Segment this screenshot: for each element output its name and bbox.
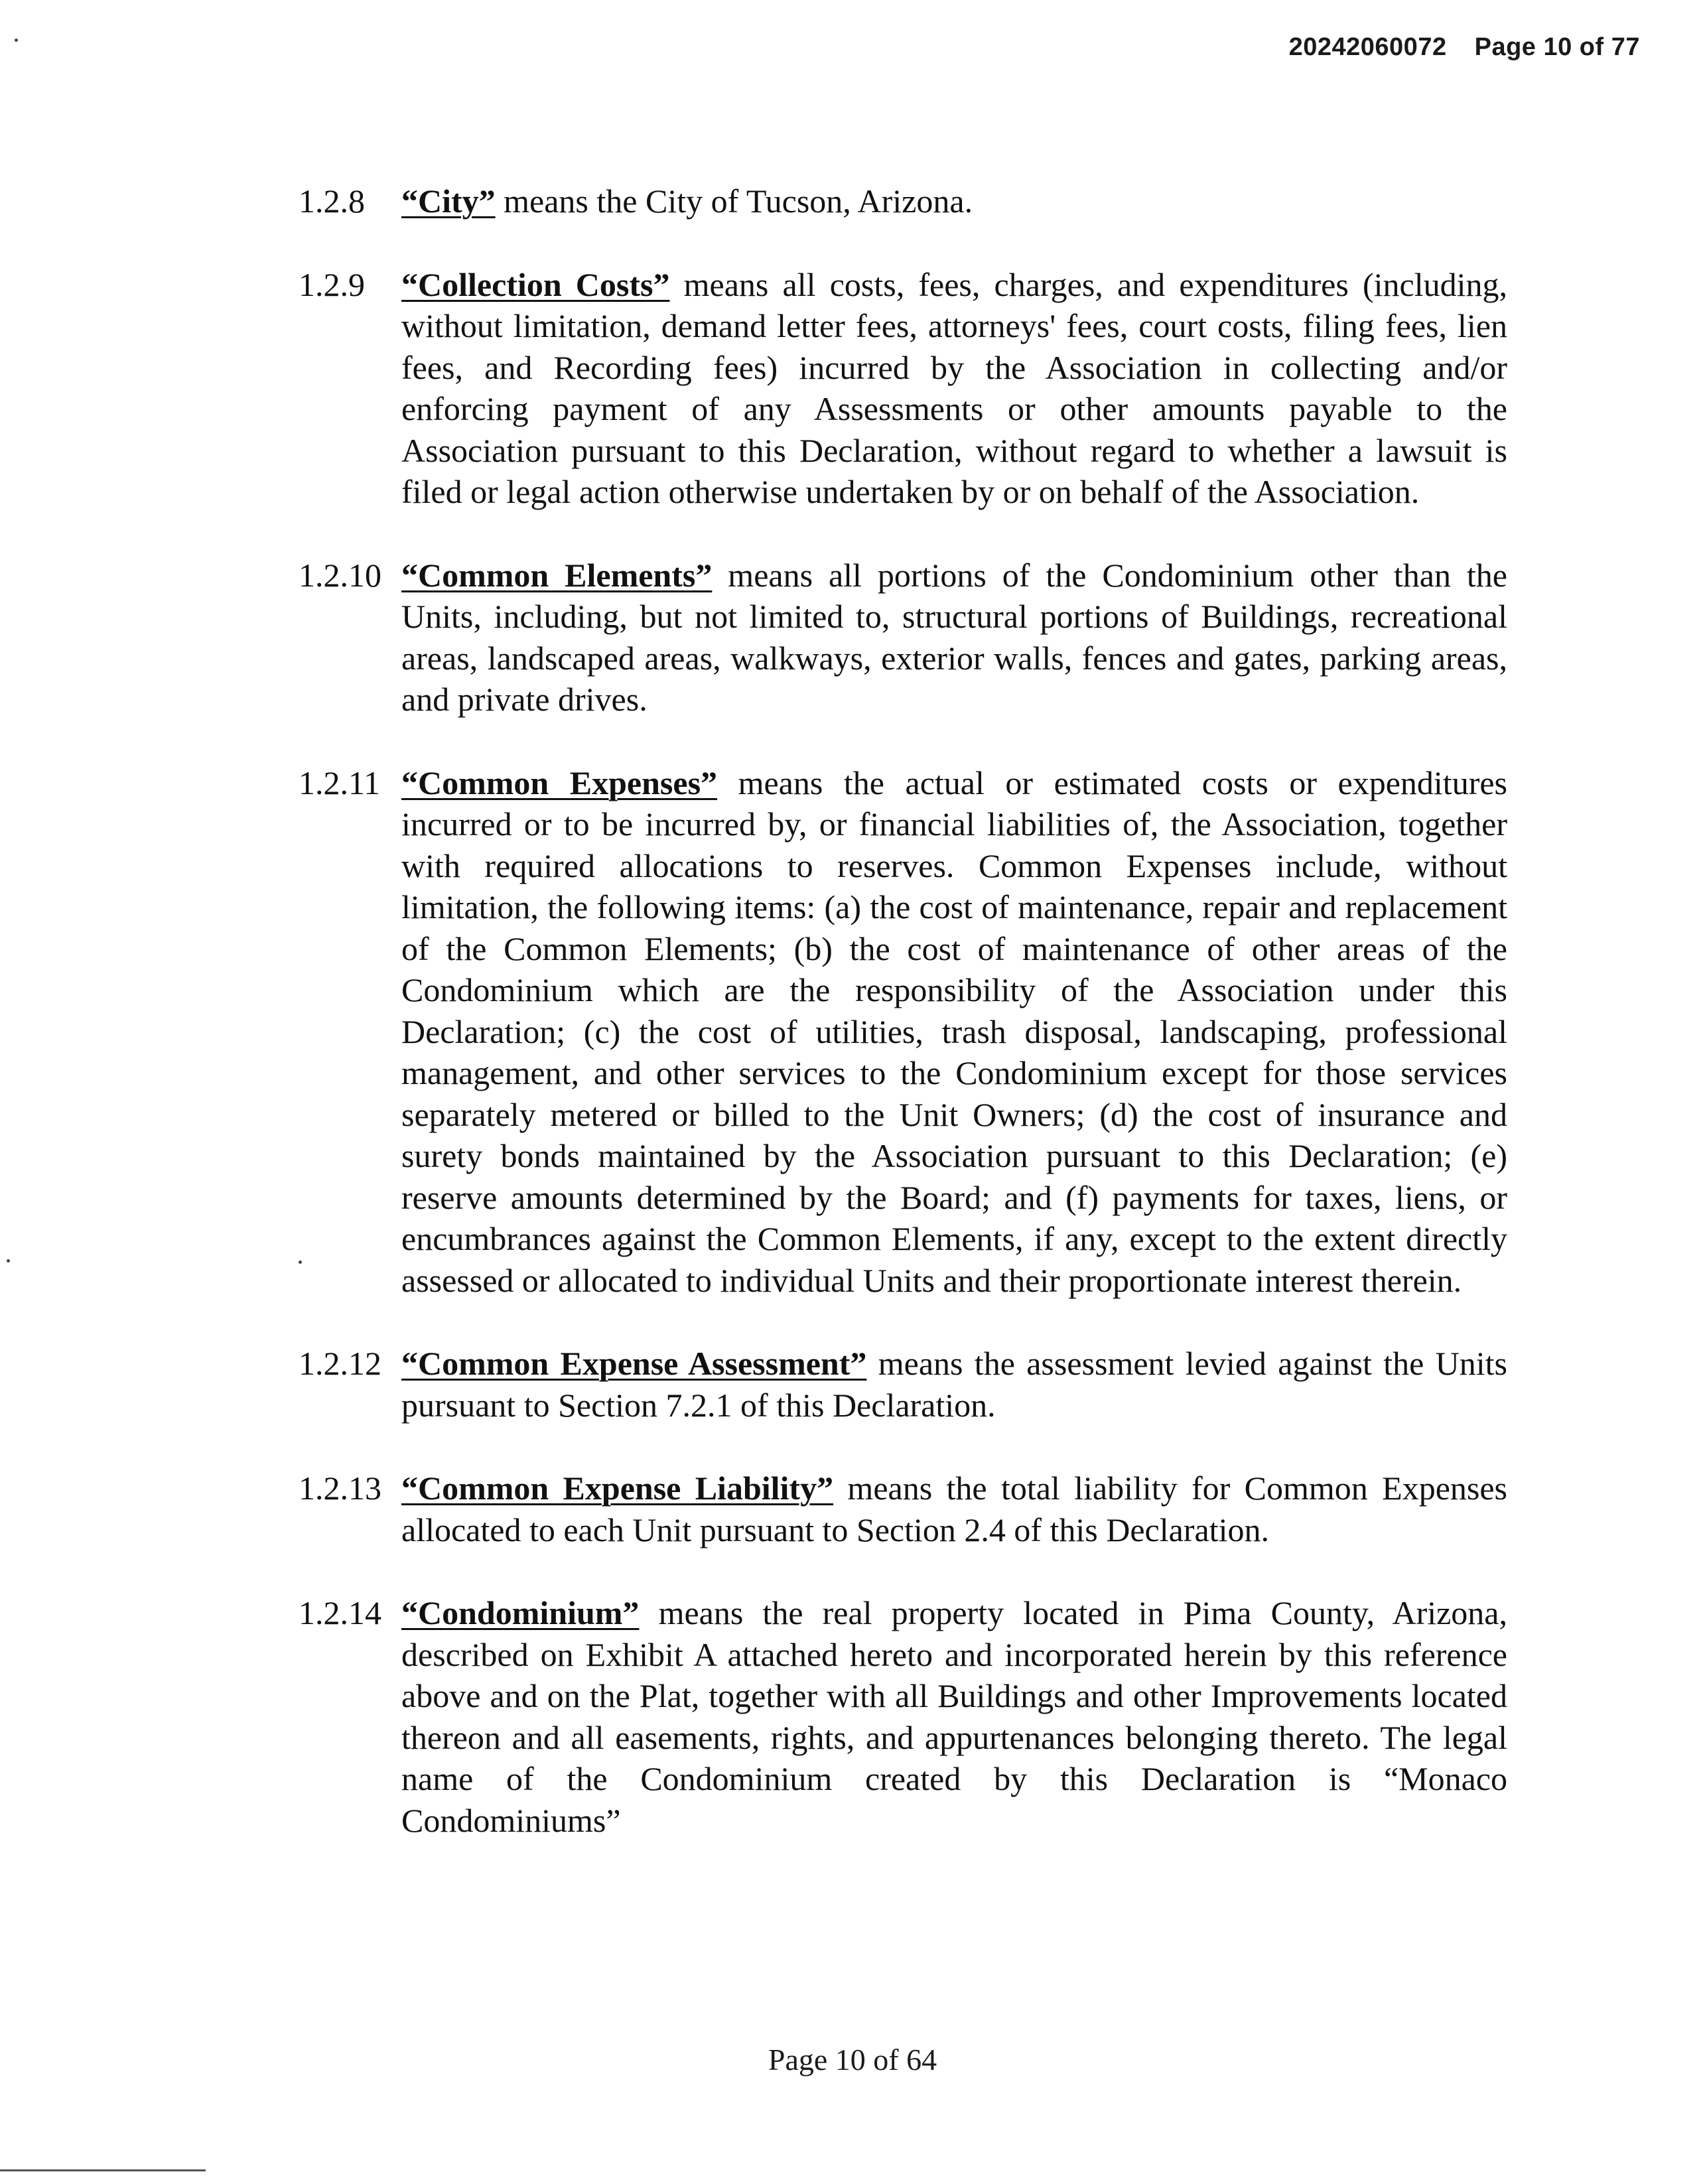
definition-term: “Common Expenses” — [401, 764, 718, 801]
scan-speck — [15, 38, 18, 42]
definition-text: means the City of Tucson, Arizona. — [495, 182, 973, 220]
definition-number: 1.2.10 — [299, 556, 381, 594]
definition-term: “Collection Costs” — [401, 265, 670, 303]
definition-term: “Common Expense Assessment” — [401, 1345, 867, 1382]
scan-speck — [299, 1261, 302, 1264]
definition-term: “Condominium” — [401, 1594, 640, 1631]
definition-term: “Common Expense Liability” — [401, 1469, 834, 1507]
definition-text: means the real property located in Pima County, Arizona, described on Exhibit A attached hereto and incorporated herein by this reference above and on the Plat, together with all Buildings and other Improvements located thereon and all easements, rights, and appurtenances belonging thereto. The legal name of the Condominium created by this Declaration is “Monaco Condominiums” — [401, 1594, 1507, 1839]
definition-1-2-11 — [299, 762, 1507, 1302]
definition-text: means all costs, fees, charges, and expenditures (including, without limitation, demand letter fees, attorneys' fees, court costs, filing fees, lien fees, and Recording fees) incurred by the Association in collecting and/or enforcing payment of any Assessments or other amounts payable to the Association pursuant to this Declaration, without regard to whether a lawsuit is filed or legal action otherwise undertaken by or on behalf of the Association. — [401, 265, 1507, 510]
definition-1-2-9 — [299, 264, 1507, 513]
definition-text: means the assessment levied against the Units pursuant to Section 7.2.1 of this Declaration. — [401, 1345, 1507, 1424]
definition-1-2-10 — [299, 555, 1507, 720]
scan-artifact-line — [0, 2169, 206, 2171]
definition-1-2-13 — [299, 1467, 1507, 1550]
recording-header — [1289, 33, 1640, 62]
definition-term: “Common Elements” — [401, 556, 713, 594]
recording-number: 20242060072 — [1288, 33, 1447, 61]
definitions-section — [299, 180, 1507, 1883]
definition-1-2-8 — [299, 180, 1507, 222]
definition-number: 1.2.9 — [299, 265, 365, 303]
scan-speck — [7, 1259, 10, 1263]
definition-text: means the total liability for Common Expenses allocated to each Unit pursuant to Section 2.4 of this Declaration. — [401, 1469, 1507, 1548]
definition-1-2-12 — [299, 1343, 1507, 1426]
definition-number: 1.2.12 — [299, 1345, 381, 1382]
definition-number: 1.2.8 — [299, 182, 365, 220]
definition-number: 1.2.13 — [299, 1469, 381, 1507]
definition-1-2-14 — [299, 1592, 1507, 1841]
page-footer: Page 10 of 64 — [768, 2043, 937, 2077]
recording-page-label: Page 10 of 77 — [1474, 33, 1640, 61]
definition-text: means all portions of the Condominium other than the Units, including, but not limited to, structural portions of Buildings, recreational areas, landscaped areas, walkways, exterior walls, fences and gates, parking areas, and private drives. — [401, 556, 1507, 718]
definition-number: 1.2.14 — [299, 1594, 381, 1631]
definition-term: “City” — [401, 182, 496, 220]
definition-text: means the actual or estimated costs or expenditures incurred or to be incurred by, or financial liabilities of, the Association, together with required allocations to reserves. Common Expenses include, without limitation, the following items: (a) the cost of maintenance, repair and replacement of the Common Elements; (b) the cost of maintenance of other areas of the Condominium which are the responsibility of the Association under this Declaration; (c) the cost of utilities, trash disposal, landscaping, professional management, and other services to the Condominium except for those services separately metered or billed to the Unit Owners; (d) the cost of insurance and surety bonds maintained by the Association pursuant to this Declaration; (e) reserve amounts determined by the Board; and (f) payments for taxes, liens, or encumbrances against the Common Elements, if any, except to the extent directly assessed or allocated to individual Units and their proportionate interest therein. — [401, 764, 1507, 1299]
definition-number: 1.2.11 — [299, 764, 381, 801]
